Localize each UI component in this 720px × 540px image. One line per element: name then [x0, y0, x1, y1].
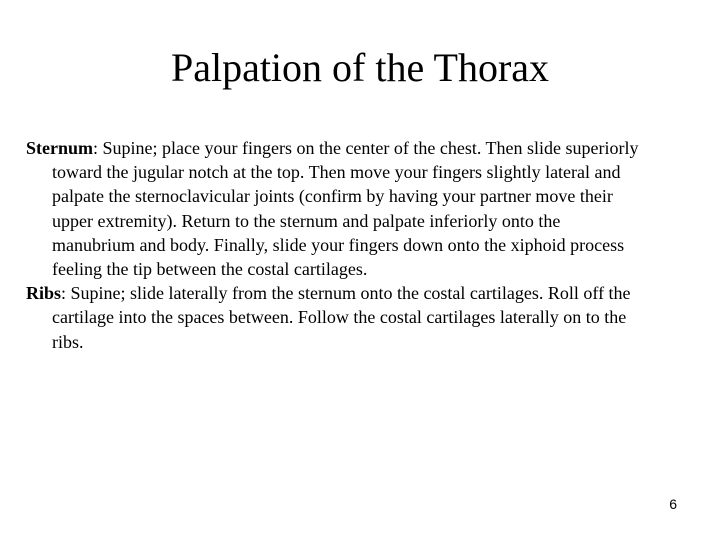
page-number: 6 [669, 496, 677, 512]
term-ribs: Ribs [26, 283, 62, 304]
term-sternum: Sternum [26, 138, 93, 158]
description-sternum: : Supine; place your fingers on the center of the chest. Then slide superiorly toward the jugular notch at the top. Then move your fingers slightly lateral and palpate the sternoclavicular joints (confirm by having your partner move their upper extremity). Return to the sternum and palpate inferiorly onto the manubrium and body. Finally, slide your fingers down onto the xiphoid process feeling the tip between the costal cartilages. [52, 138, 639, 280]
slide-body [26, 136, 646, 354]
description-ribs: : Supine; slide laterally from the sternum onto the costal cartilages. Roll off the cartilage into the spaces between. Follow the costal cartilages laterally on to the ribs. [52, 283, 631, 352]
paragraph-ribs [26, 281, 646, 354]
slide-title: Palpation of the Thorax [170, 45, 550, 90]
paragraph-sternum [26, 136, 646, 281]
